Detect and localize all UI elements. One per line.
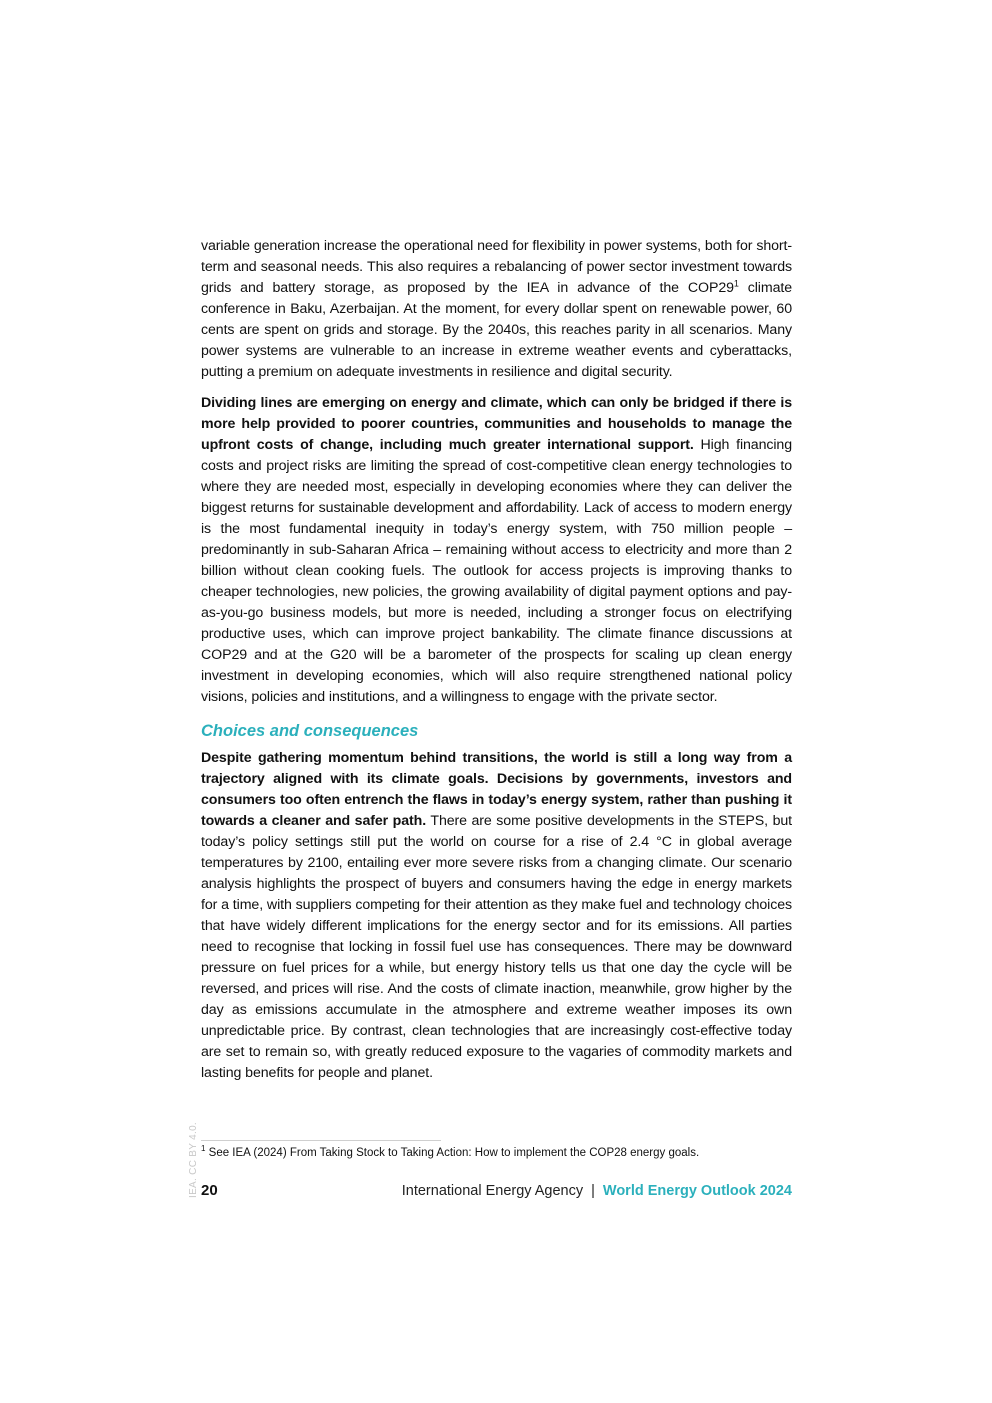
paragraph-lead-bold: Despite gathering momentum behind transitions, the world is still a long way from a trajectory aligned with its climate goals. Decisions by governments, investors and consumers too often entrench the flaws in today’s energy system, rather than pushing it towards a cleaner and safer path. <box>201 750 792 829</box>
license-watermark: IEA. CC BY 4.0. <box>188 1121 199 1198</box>
section-heading: Choices and consequences <box>201 722 419 740</box>
main-content <box>201 236 792 1094</box>
page-number: 20 <box>201 1182 218 1199</box>
paragraph-power-systems <box>201 236 792 383</box>
footnote-divider <box>201 1140 441 1141</box>
footnote-reference[interactable]: 1 <box>733 278 739 289</box>
paragraph-text: variable generation increase the operational need for flexibility in power systems, both for short-term and seasonal needs. This also requires a rebalancing of power sector investment towards grids and battery storage, as proposed by the IEA in advance of the COP29 <box>201 238 792 296</box>
paragraph-lead-bold: Dividing lines are emerging on energy and climate, which can only be bridged if there is more help provided to poorer countries, communities and households to manage the upfront costs of change, including much greater international support. <box>201 395 792 453</box>
footer-separator: | <box>591 1183 595 1199</box>
page-footer <box>201 1182 792 1202</box>
paragraph-dividing-lines <box>201 393 792 708</box>
paragraph-text: High financing costs and project risks are limiting the spread of cost-competitive clean energy technologies to where they are needed most, especially in developing economies where they can deliver the biggest returns for sustainable development and affordability. Lack of access to modern energy is the most fundamental inequity in today’s energy system, with 750 million people – predominantly in sub-Saharan Africa – remaining without access to electricity and more than 2 billion without clean cooking fuels. The outlook for access projects is improving thanks to cheaper technologies, new policies, the growing availability of digital payment options and pay-as-you-go business models, but more is needed, including a stronger focus on electrifying productive uses, which can improve project bankability. The climate finance discussions at COP29 and at the G20 will be a barometer of the prospects for scaling up clean energy investment in developing economies, which will also require strengthened national policy visions, policies and institutions, and a willingness to engage with the private sector. <box>201 437 792 705</box>
footnote-marker: 1 <box>201 1144 206 1154</box>
paragraph-text: climate conference in Baku, Azerbaijan. At the moment, for every dollar spent on renewable power, 60 cents are spent on grids and storage. By the 2040s, this reaches parity in all scenarios. Many power systems are vulnerable to an increase in extreme weather events and cyberattacks, putting a premium on adequate investments in resilience and digital security. <box>201 280 792 380</box>
publisher-name: International Energy Agency <box>401 1183 584 1199</box>
footnote <box>201 1146 792 1161</box>
paragraph-choices <box>201 748 792 1084</box>
report-title: World Energy Outlook 2024 <box>602 1183 792 1199</box>
paragraph-text: There are some positive developments in the STEPS, but today’s policy settings still put the world on course for a rise of 2.4 °C in global average temperatures by 2100, entailing ever more severe risks from a changing climate. Our scenario analysis highlights the prospect of buyers and consumers having the edge in energy markets for a time, with suppliers competing for their attention as they make fuel and technology choices that have widely different implications for the energy sector and for its emissions. All parties need to recognise that locking in fossil fuel use has consequences. There may be downward pressure on fuel prices for a while, but energy history tells us that one day the cycle will be reversed, and prices will rise. And the costs of climate inaction, meanwhile, grow higher by the day as emissions accumulate in the atmosphere and extreme weather imposes its own unpredictable price. By contrast, clean technologies that are increasingly cost-effective today are set to remain so, with greatly reduced exposure to the vagaries of commodity markets and lasting benefits for people and planet. <box>201 813 792 1081</box>
footnote-text: See IEA (2024) From Taking Stock to Taking Action: How to implement the COP28 energy goals. <box>205 1147 700 1159</box>
footer-title-group <box>402 1183 792 1199</box>
